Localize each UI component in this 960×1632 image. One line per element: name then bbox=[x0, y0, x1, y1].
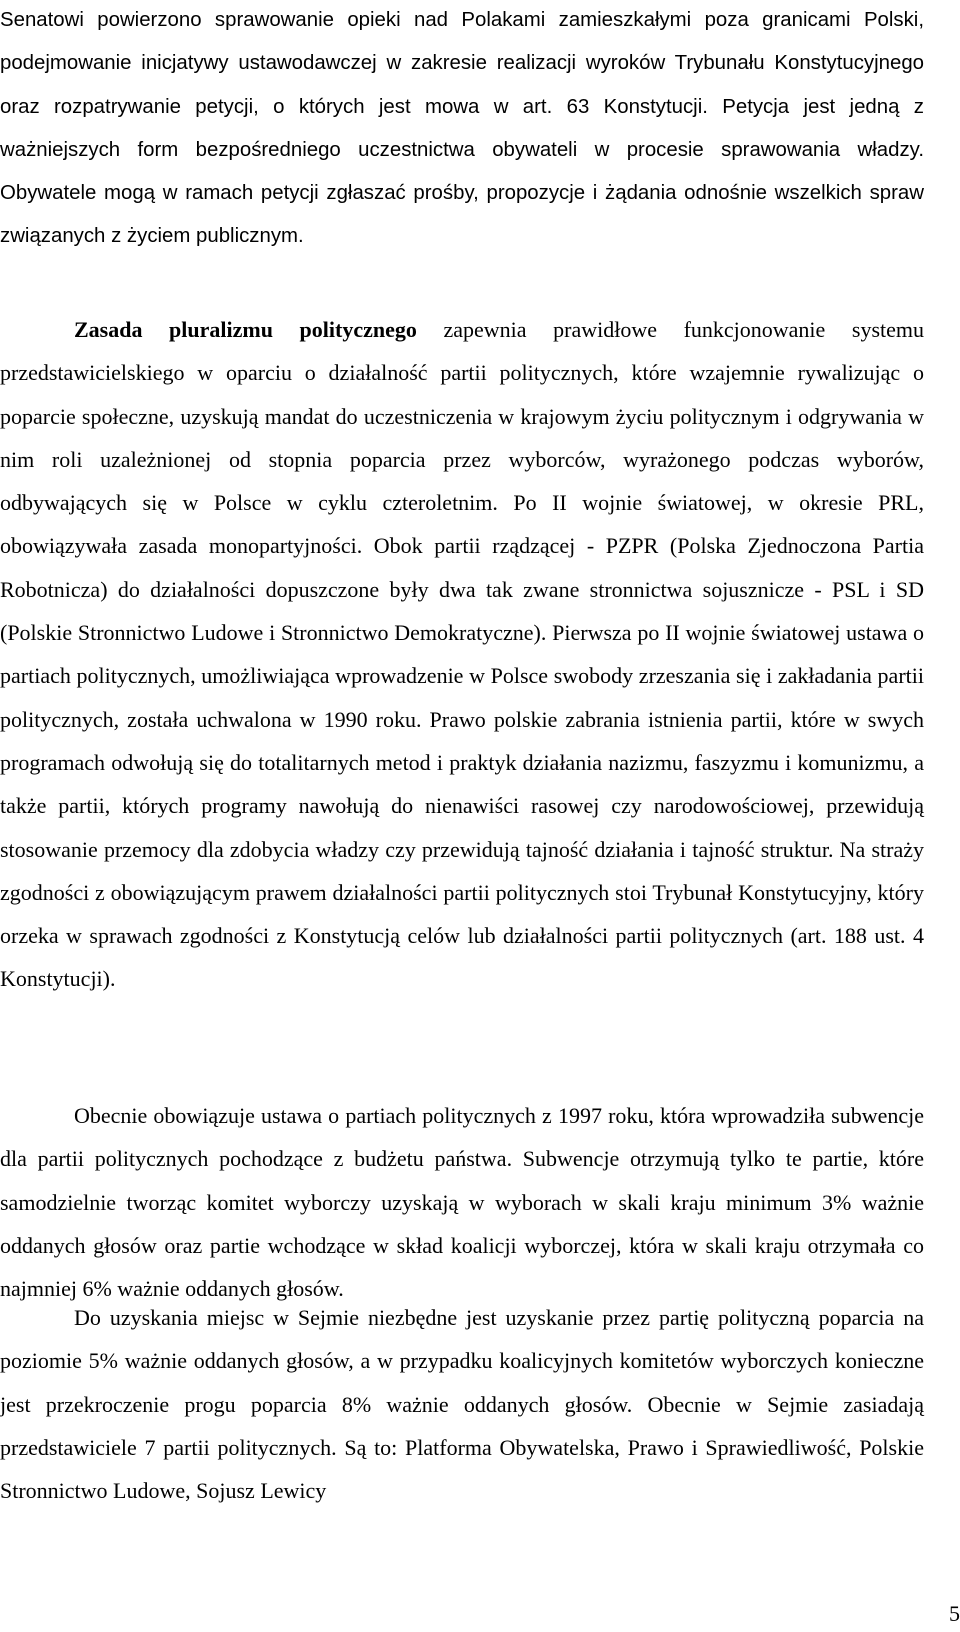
paragraph-text: zapewnia prawidłowe funkcjonowanie systemu przedstawicielskiego w oparciu o działalność partii politycznych, które wzajemnie rywalizując o poparcie społeczne, uzyskują mandat do uczestniczenia w krajowym życiu politycznym i odgrywania w nim roli uzależnionej od stopnia poparcia przez wyborców, wyrażonego podczas wyborów, odbywających się w Polsce w cyklu czteroletnim. Po II wojnie światowej, w okresie PRL, obowiązywała zasada monopartyjności. Obok partii rządzącej - PZPR (Polska Zjednoczona Partia Robotnicza) do działalności dopuszczone były dwa tak zwane stronnictwa sojusznicze - PSL i SD (Polskie Stronnictwo Ludowe i Stronnictwo Demokratyczne). Pierwsza po II wojnie światowej ustawa o partiach politycznych, umożliwiająca wprowadzenie w Polsce swobody zrzeszania się i zakładania partii politycznych, została uchwalona w 1990 roku. Prawo polskie zabrania istnienia partii, które w swych programach odwołują się do totalitarnych metod i praktyk działania nazizmu, faszyzmu i komunizmu, a także partii, których programy nawołują do nienawiści rasowej czy narodowościowej, przewidują stosowanie przemocy dla zdobycia władzy czy przewidują tajność działania i tajność struktur. Na straży zgodności z obowiązującym prawem działalności partii politycznych stoi Trybunał Konstytucyjny, który orzeka w sprawach zgodności z Konstytucją celów lub działalności partii politycznych (art. 188 ust. 4 Konstytucji). bbox=[0, 317, 924, 992]
paragraph-text: Obecnie obowiązuje ustawa o partiach politycznych z 1997 roku, która wprowadziła subwencje dla partii politycznych pochodzące z budżetu państwa. Subwencje otrzymują tylko te partie, które samodzielnie tworząc komitet wyborczy uzyskają w wyborach w skali kraju minimum 3% ważnie oddanych głosów oraz partie wchodzące w skład koalicji wyborczej, która w skali kraju otrzymała co najmniej 6% ważnie oddanych głosów. bbox=[0, 1103, 924, 1302]
bold-lead-term: Zasada pluralizmu politycznego bbox=[74, 317, 417, 342]
page-number: 5 bbox=[949, 1601, 960, 1626]
paragraph-text: Senatowi powierzono sprawowanie opieki nad Polakami zamieszkałymi poza granicami Polski, podejmowanie inicjatywy ustawodawczej w zakresie realizacji wyroków Trybunału Konstytucyjnego oraz rozpatrywanie petycji, o których jest mowa w art. 63 Konstytucji. Petycja jest jedną z ważniejszych form bezpośredniego uczestnictwa obywateli w procesie sprawowania władzy. Obywatele mogą w ramach petycji zgłaszać prośby, propozycje i żądania odnośnie wszelkich spraw związanych z życiem publicznym. bbox=[0, 9, 924, 248]
paragraph-text: Do uzyskania miejsc w Sejmie niezbędne jest uzyskanie przez partię polityczną poparcia na poziomie 5% ważnie oddanych głosów, a w przypadku koalicyjnych komitetów wyborczych konieczne jest przekroczenie progu poparcia 8% ważnie oddanych głosów. Obecnie w Sejmie zasiadają przedstawiciele 7 partii politycznych. Są to: Platforma Obywatelska, Prawo i Sprawiedliwość, Polskie Stronnictwo Ludowe, Sojusz Lewicy bbox=[0, 1305, 924, 1504]
paragraph-political-pluralism bbox=[0, 308, 924, 1001]
paragraph-party-subsidies bbox=[0, 1094, 924, 1310]
paragraph-senate-petitions bbox=[0, 0, 924, 259]
paragraph-electoral-threshold bbox=[0, 1296, 924, 1512]
